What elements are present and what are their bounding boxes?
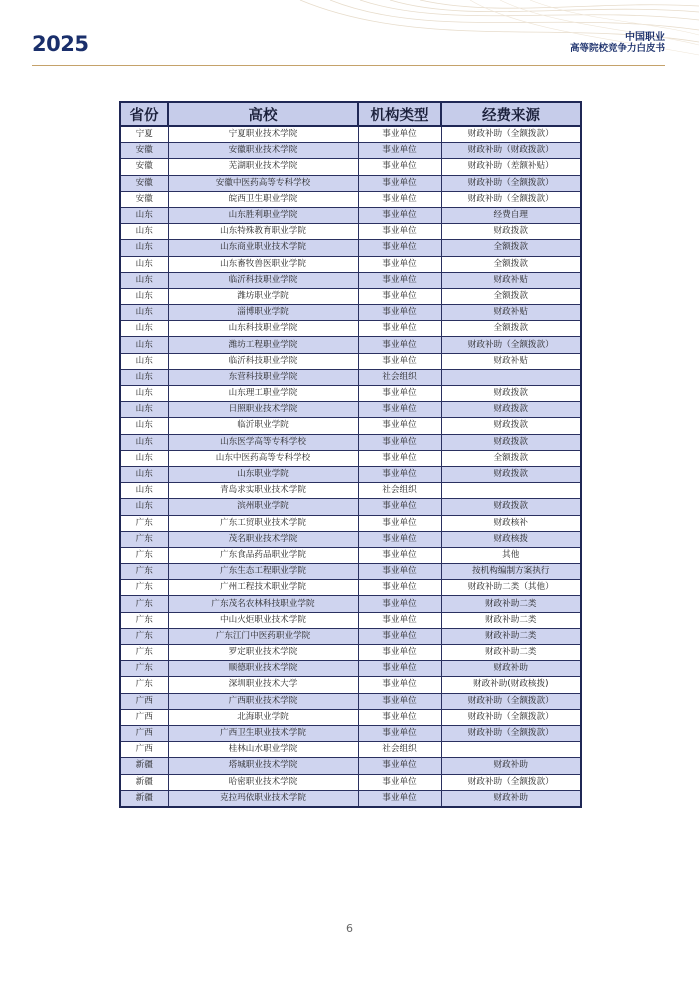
- table-row: [120, 272, 581, 288]
- cell-institution-type: 事业单位: [358, 580, 441, 596]
- cell-funding-source: 财政补助（差额补贴）: [441, 159, 581, 175]
- cell-school: 山东理工职业学院: [168, 386, 358, 402]
- header-school: 高校: [168, 102, 358, 126]
- table-row: [120, 126, 581, 143]
- cell-province: 山东: [120, 418, 168, 434]
- cell-province: 广东: [120, 515, 168, 531]
- cell-institution-type: 事业单位: [358, 725, 441, 741]
- table-row: [120, 790, 581, 807]
- cell-funding-source: 财政拨款: [441, 224, 581, 240]
- cell-institution-type: 事业单位: [358, 628, 441, 644]
- cell-school: 东营科技职业学院: [168, 369, 358, 385]
- table-row: [120, 256, 581, 272]
- cell-institution-type: 事业单位: [358, 547, 441, 563]
- cell-school: 山东商业职业技术学院: [168, 240, 358, 256]
- table-row: [120, 191, 581, 207]
- cell-institution-type: 社会组织: [358, 742, 441, 758]
- cell-province: 广西: [120, 693, 168, 709]
- cell-funding-source: 财政补助二类（其他）: [441, 580, 581, 596]
- header-province: 省份: [120, 102, 168, 126]
- cell-school: 潍坊职业学院: [168, 288, 358, 304]
- cell-funding-source: 财政补助二类: [441, 596, 581, 612]
- cell-funding-source: 财政拨款: [441, 434, 581, 450]
- cell-school: 哈密职业技术学院: [168, 774, 358, 790]
- cell-institution-type: 事业单位: [358, 159, 441, 175]
- cell-province: 宁夏: [120, 126, 168, 143]
- cell-institution-type: 事业单位: [358, 758, 441, 774]
- cell-funding-source: 全额拨款: [441, 256, 581, 272]
- cell-funding-source: 全额拨款: [441, 321, 581, 337]
- table-row: [120, 709, 581, 725]
- cell-funding-source: 财政补助(财政核拨): [441, 677, 581, 693]
- cell-institution-type: 事业单位: [358, 434, 441, 450]
- cell-institution-type: 事业单位: [358, 645, 441, 661]
- table-row: [120, 466, 581, 482]
- table-row: [120, 224, 581, 240]
- table-row: [120, 531, 581, 547]
- table-row: [120, 677, 581, 693]
- cell-institution-type: 事业单位: [358, 612, 441, 628]
- cell-school: 山东畜牧兽医职业学院: [168, 256, 358, 272]
- cell-province: 山东: [120, 240, 168, 256]
- cell-institution-type: 事业单位: [358, 790, 441, 807]
- cell-school: 山东中医药高等专科学校: [168, 450, 358, 466]
- cell-province: 山东: [120, 321, 168, 337]
- cell-province: 山东: [120, 369, 168, 385]
- cell-funding-source: 财政补助（全额拨款）: [441, 191, 581, 207]
- cell-institution-type: 事业单位: [358, 272, 441, 288]
- cell-province: 新疆: [120, 758, 168, 774]
- cell-funding-source: 财政补贴: [441, 305, 581, 321]
- table-row: [120, 402, 581, 418]
- cell-province: 山东: [120, 288, 168, 304]
- cell-province: 广东: [120, 628, 168, 644]
- cell-school: 山东医学高等专科学校: [168, 434, 358, 450]
- table-row: [120, 353, 581, 369]
- cell-province: 新疆: [120, 790, 168, 807]
- cell-institution-type: 事业单位: [358, 450, 441, 466]
- cell-province: 山东: [120, 224, 168, 240]
- cell-funding-source: 财政补助（全额拨款）: [441, 175, 581, 191]
- table-row: [120, 628, 581, 644]
- cell-funding-source: 财政补助（全额拨款）: [441, 337, 581, 353]
- cell-province: 广西: [120, 742, 168, 758]
- cell-school: 临沂科技职业学院: [168, 353, 358, 369]
- cell-school: 潍坊工程职业学院: [168, 337, 358, 353]
- header-funding-source: 经费来源: [441, 102, 581, 126]
- cell-school: 中山火炬职业技术学院: [168, 612, 358, 628]
- table-row: [120, 450, 581, 466]
- cell-institution-type: 事业单位: [358, 143, 441, 159]
- page-number: 6: [346, 922, 353, 935]
- cell-institution-type: 事业单位: [358, 240, 441, 256]
- cell-province: 山东: [120, 402, 168, 418]
- cell-province: 山东: [120, 386, 168, 402]
- cell-school: 广东生态工程职业学院: [168, 564, 358, 580]
- cell-funding-source: 财政补助（全额拨款）: [441, 126, 581, 143]
- cell-school: 皖西卫生职业学院: [168, 191, 358, 207]
- cell-province: 广东: [120, 531, 168, 547]
- cell-funding-source: 财政补助二类: [441, 612, 581, 628]
- cell-funding-source: 财政补助: [441, 758, 581, 774]
- table-row: [120, 159, 581, 175]
- cell-institution-type: 事业单位: [358, 596, 441, 612]
- cell-institution-type: 事业单位: [358, 191, 441, 207]
- cell-funding-source: 财政补助（财政拨款）: [441, 143, 581, 159]
- cell-institution-type: 社会组织: [358, 483, 441, 499]
- cell-province: 山东: [120, 434, 168, 450]
- cell-institution-type: 事业单位: [358, 466, 441, 482]
- cell-province: 安徽: [120, 191, 168, 207]
- table-row: [120, 612, 581, 628]
- cell-school: 日照职业技术学院: [168, 402, 358, 418]
- cell-province: 山东: [120, 272, 168, 288]
- header-institution-type: 机构类型: [358, 102, 441, 126]
- cell-school: 宁夏职业技术学院: [168, 126, 358, 143]
- table-row: [120, 337, 581, 353]
- table-body: [120, 126, 581, 807]
- cell-institution-type: 事业单位: [358, 386, 441, 402]
- brand-line-1: 中国职业: [625, 32, 665, 43]
- cell-institution-type: 事业单位: [358, 224, 441, 240]
- cell-province: 山东: [120, 499, 168, 515]
- cell-school: 桂林山水职业学院: [168, 742, 358, 758]
- table-row: [120, 305, 581, 321]
- cell-funding-source: 财政补助二类: [441, 645, 581, 661]
- cell-funding-source: 经费自理: [441, 207, 581, 223]
- cell-funding-source: 财政拨款: [441, 418, 581, 434]
- cell-school: 广州工程技术职业学院: [168, 580, 358, 596]
- cell-funding-source: 财政补助二类: [441, 628, 581, 644]
- report-year: 2025: [32, 32, 89, 56]
- table-row: [120, 645, 581, 661]
- cell-institution-type: 事业单位: [358, 126, 441, 143]
- table-row: [120, 499, 581, 515]
- cell-funding-source: 财政补助（全额拨款）: [441, 725, 581, 741]
- cell-province: 山东: [120, 450, 168, 466]
- table-row: [120, 661, 581, 677]
- cell-funding-source: 财政补助: [441, 661, 581, 677]
- cell-school: 广东江门中医药职业学院: [168, 628, 358, 644]
- table-row: [120, 596, 581, 612]
- cell-school: 塔城职业技术学院: [168, 758, 358, 774]
- cell-province: 山东: [120, 466, 168, 482]
- cell-funding-source: 按机构编制方案执行: [441, 564, 581, 580]
- cell-institution-type: 事业单位: [358, 661, 441, 677]
- cell-school: 广西卫生职业技术学院: [168, 725, 358, 741]
- cell-province: 广东: [120, 564, 168, 580]
- table-row: [120, 369, 581, 385]
- cell-school: 罗定职业技术学院: [168, 645, 358, 661]
- brand-line-2: 高等院校竞争力白皮书: [569, 43, 665, 54]
- cell-school: 滨州职业学院: [168, 499, 358, 515]
- cell-funding-source: 财政拨款: [441, 499, 581, 515]
- table-row: [120, 742, 581, 758]
- cell-funding-source: 财政核拨: [441, 531, 581, 547]
- header-divider: [32, 65, 665, 66]
- table-row: [120, 288, 581, 304]
- cell-school: 广东工贸职业技术学院: [168, 515, 358, 531]
- cell-school: 淄博职业学院: [168, 305, 358, 321]
- cell-school: 山东职业学院: [168, 466, 358, 482]
- table-row: [120, 175, 581, 191]
- table-row: [120, 564, 581, 580]
- report-brand: [570, 32, 665, 54]
- cell-funding-source: 财政拨款: [441, 386, 581, 402]
- table-row: [120, 143, 581, 159]
- cell-funding-source: [441, 369, 581, 385]
- cell-province: 广东: [120, 645, 168, 661]
- cell-province: 广西: [120, 709, 168, 725]
- cell-province: 新疆: [120, 774, 168, 790]
- cell-institution-type: 事业单位: [358, 709, 441, 725]
- table-row: [120, 483, 581, 499]
- cell-funding-source: 财政补助: [441, 790, 581, 807]
- table-row: [120, 240, 581, 256]
- cell-province: 广东: [120, 580, 168, 596]
- cell-funding-source: 财政补贴: [441, 272, 581, 288]
- cell-institution-type: 事业单位: [358, 564, 441, 580]
- cell-province: 广东: [120, 596, 168, 612]
- institutions-table: [119, 101, 582, 808]
- cell-funding-source: 财政核补: [441, 515, 581, 531]
- cell-funding-source: 财政补贴: [441, 353, 581, 369]
- cell-province: 山东: [120, 337, 168, 353]
- table-row: [120, 758, 581, 774]
- cell-school: 山东特殊教育职业学院: [168, 224, 358, 240]
- cell-school: 山东科技职业学院: [168, 321, 358, 337]
- cell-funding-source: [441, 483, 581, 499]
- cell-institution-type: 事业单位: [358, 321, 441, 337]
- cell-funding-source: 财政补助（全额拨款）: [441, 693, 581, 709]
- cell-school: 青岛求实职业技术学院: [168, 483, 358, 499]
- cell-institution-type: 事业单位: [358, 515, 441, 531]
- table-row: [120, 580, 581, 596]
- table-row: [120, 207, 581, 223]
- cell-school: 临沂科技职业学院: [168, 272, 358, 288]
- cell-province: 山东: [120, 305, 168, 321]
- table-row: [120, 386, 581, 402]
- cell-school: 临沂职业学院: [168, 418, 358, 434]
- table-row: [120, 774, 581, 790]
- cell-school: 芜湖职业技术学院: [168, 159, 358, 175]
- table-row: [120, 515, 581, 531]
- table-row: [120, 321, 581, 337]
- cell-institution-type: 事业单位: [358, 402, 441, 418]
- cell-school: 广东食品药品职业学院: [168, 547, 358, 563]
- cell-province: 广西: [120, 725, 168, 741]
- cell-institution-type: 事业单位: [358, 256, 441, 272]
- cell-institution-type: 事业单位: [358, 305, 441, 321]
- cell-funding-source: 全额拨款: [441, 240, 581, 256]
- cell-school: 山东胜利职业学院: [168, 207, 358, 223]
- cell-school: 安徽中医药高等专科学校: [168, 175, 358, 191]
- cell-school: 广东茂名农林科技职业学院: [168, 596, 358, 612]
- cell-institution-type: 事业单位: [358, 288, 441, 304]
- cell-institution-type: 事业单位: [358, 499, 441, 515]
- cell-school: 北海职业学院: [168, 709, 358, 725]
- cell-institution-type: 事业单位: [358, 693, 441, 709]
- cell-province: 广东: [120, 547, 168, 563]
- table-row: [120, 693, 581, 709]
- cell-institution-type: 事业单位: [358, 774, 441, 790]
- cell-province: 广东: [120, 661, 168, 677]
- cell-institution-type: 事业单位: [358, 353, 441, 369]
- cell-province: 安徽: [120, 143, 168, 159]
- cell-province: 山东: [120, 207, 168, 223]
- cell-funding-source: 其他: [441, 547, 581, 563]
- table-row: [120, 547, 581, 563]
- table-row: [120, 418, 581, 434]
- cell-school: 安徽职业技术学院: [168, 143, 358, 159]
- cell-province: 山东: [120, 353, 168, 369]
- cell-school: 茂名职业技术学院: [168, 531, 358, 547]
- cell-province: 广东: [120, 677, 168, 693]
- cell-province: 山东: [120, 483, 168, 499]
- cell-school: 克拉玛依职业技术学院: [168, 790, 358, 807]
- cell-funding-source: 财政拨款: [441, 466, 581, 482]
- table-row: [120, 725, 581, 741]
- cell-school: 深圳职业技术大学: [168, 677, 358, 693]
- cell-province: 广东: [120, 612, 168, 628]
- cell-institution-type: 事业单位: [358, 207, 441, 223]
- cell-funding-source: 全额拨款: [441, 450, 581, 466]
- cell-school: 广西职业技术学院: [168, 693, 358, 709]
- cell-funding-source: 财政补助（全额拨款）: [441, 774, 581, 790]
- cell-funding-source: 财政补助（全额拨款）: [441, 709, 581, 725]
- cell-funding-source: [441, 742, 581, 758]
- cell-province: 安徽: [120, 175, 168, 191]
- cell-institution-type: 事业单位: [358, 175, 441, 191]
- cell-institution-type: 社会组织: [358, 369, 441, 385]
- table-header-row: [120, 102, 581, 126]
- cell-school: 顺德职业技术学院: [168, 661, 358, 677]
- cell-province: 山东: [120, 256, 168, 272]
- cell-province: 安徽: [120, 159, 168, 175]
- cell-institution-type: 事业单位: [358, 531, 441, 547]
- cell-institution-type: 事业单位: [358, 418, 441, 434]
- cell-institution-type: 事业单位: [358, 337, 441, 353]
- cell-funding-source: 全额拨款: [441, 288, 581, 304]
- cell-institution-type: 事业单位: [358, 677, 441, 693]
- table-row: [120, 434, 581, 450]
- cell-funding-source: 财政拨款: [441, 402, 581, 418]
